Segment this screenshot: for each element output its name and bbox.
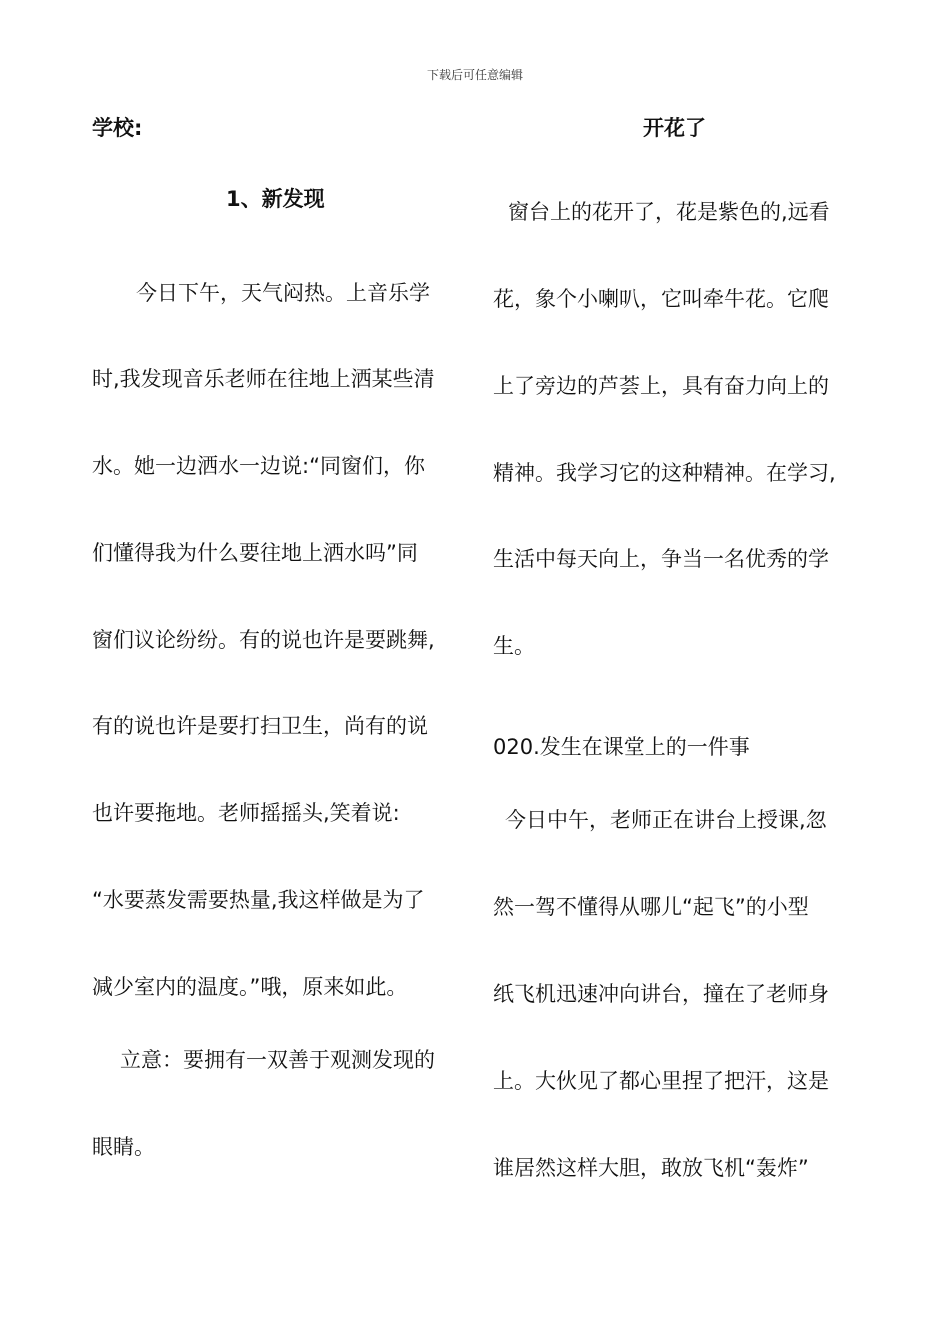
paragraph-line: 有的说也许是要打扫卫生，尚有的说: [92, 714, 428, 738]
section-title: 1、新发现: [226, 187, 325, 211]
school-label: 学校:: [92, 116, 143, 140]
header-note: 下载后可任意编辑: [426, 68, 523, 82]
paragraph-line: 减少室内的温度。”哦，原来如此。: [92, 975, 408, 999]
paragraph-line: 今日下午，天气闷热。上音乐学: [136, 281, 430, 305]
story-line: 纸飞机迅速冲向讲台，撞在了老师身: [493, 982, 829, 1006]
page-title: 开花了: [643, 116, 706, 140]
paragraph-line: 也许要拖地。老师摇摇头,笑着说:: [92, 801, 400, 825]
intent-line: 眼睛。: [92, 1135, 155, 1159]
paragraph-line: 时,我发现音乐老师在往地上洒某些清: [92, 367, 435, 391]
flower-line: 上了旁边的芦荟上，具有奋力向上的: [493, 374, 829, 398]
flower-line: 生。: [493, 634, 535, 658]
paragraph-line: “水要蒸发需要热量,我这样做是为了: [92, 888, 425, 912]
story-line: 今日中午，老师正在讲台上授课,忽: [505, 808, 827, 832]
story-line: 上。大伙见了都心里捏了把汗，这是: [493, 1069, 829, 1093]
story-line: 然一驾不懂得从哪儿“起飞”的小型: [493, 895, 809, 919]
flower-line: 精神。我学习它的这种精神。在学习,: [493, 461, 836, 485]
paragraph-line: 们懂得我为什么要往地上洒水吗”同: [92, 541, 418, 565]
intent-line: 立意：要拥有一双善于观测发现的: [120, 1048, 435, 1072]
paragraph-line: 窗们议论纷纷。有的说也许是要跳舞,: [92, 628, 435, 652]
flower-line: 生活中每天向上，争当一名优秀的学: [493, 547, 829, 571]
story-line: 谁居然这样大胆，敢放飞机“轰炸”: [493, 1156, 809, 1180]
story-title: 020.发生在课堂上的一件事: [493, 735, 750, 759]
flower-line: 花，象个小喇叭，它叫牵牛花。它爬: [493, 287, 829, 311]
flower-line: 窗台上的花开了，花是紫色的,远看: [508, 200, 830, 224]
paragraph-line: 水。她一边洒水一边说:“同窗们，你: [92, 454, 425, 478]
